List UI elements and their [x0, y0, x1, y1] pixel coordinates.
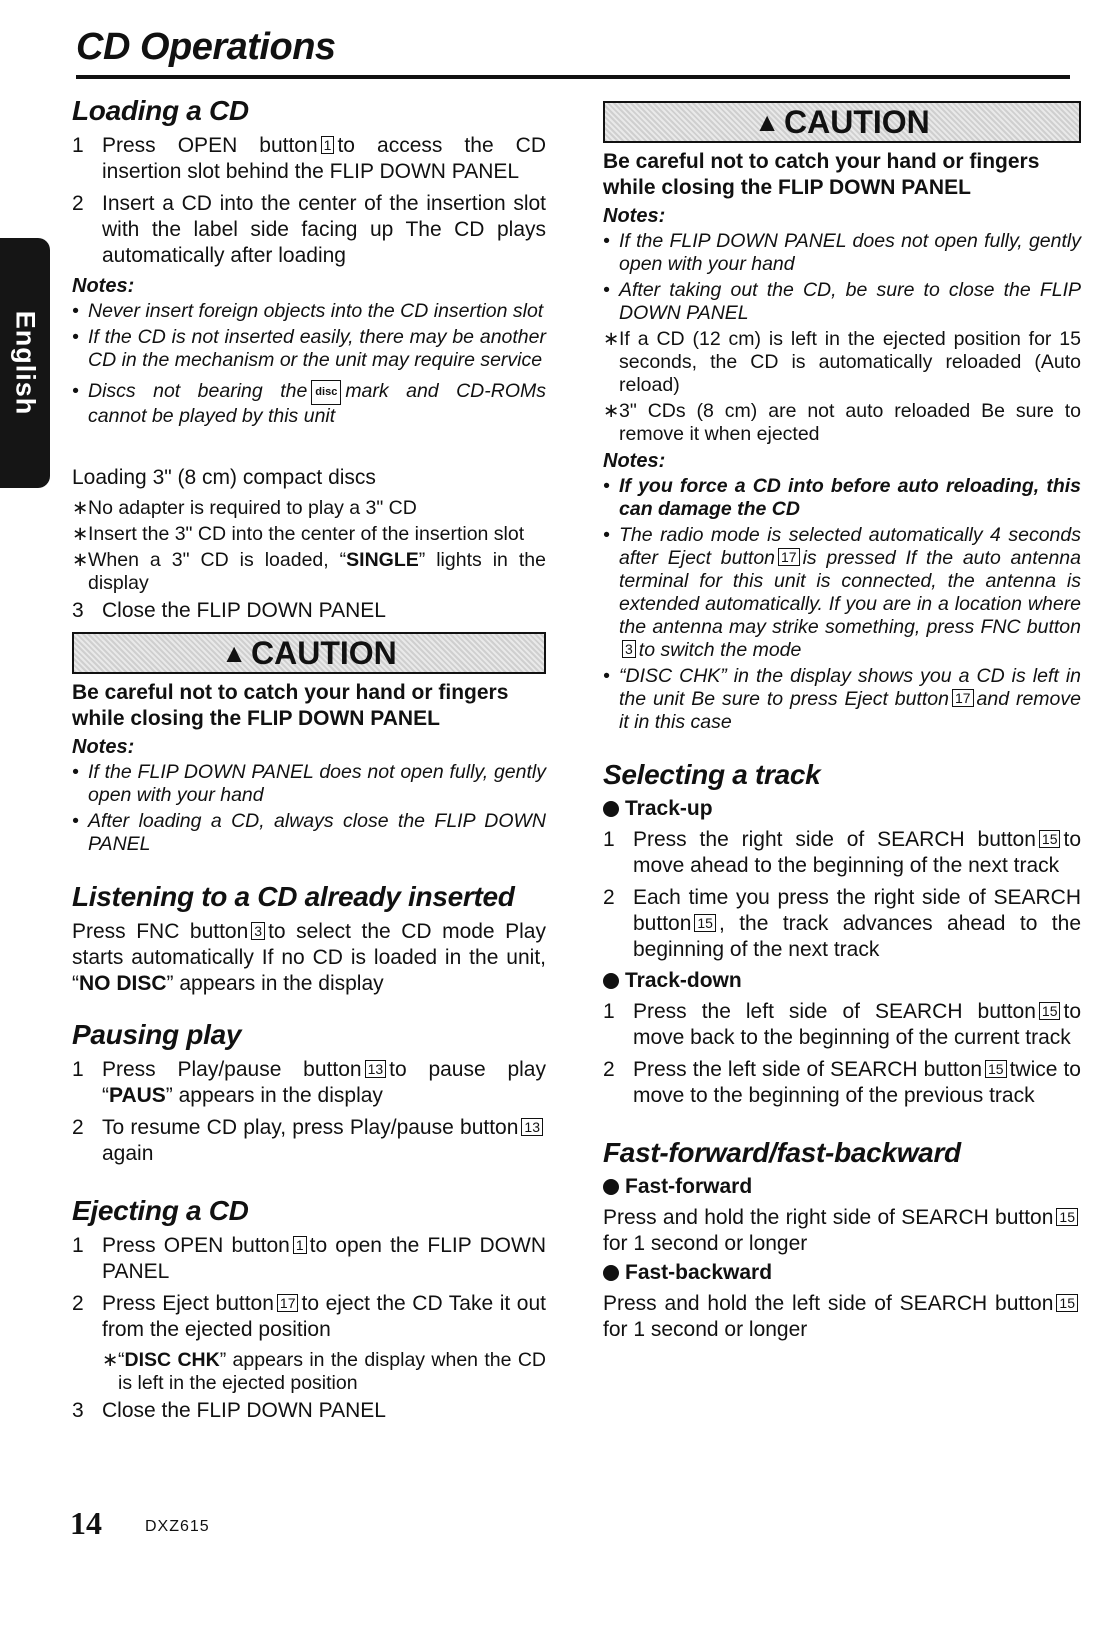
language-tab	[0, 238, 50, 488]
star-note: ∗ When a 3" CD is loaded, “SINGLE” lights in the display	[72, 549, 546, 594]
fast-forward-text: Press and hold the right side of SEARCH button 15for 1 second or longer	[603, 1205, 1081, 1257]
key-badge: 15	[694, 914, 716, 932]
bullet-icon	[603, 973, 619, 989]
loading-step-3: 3 Close the FLIP DOWN PANEL	[72, 599, 386, 622]
key-badge: 15	[1056, 1294, 1078, 1312]
fast-backward-label: Fast-backward	[603, 1261, 1081, 1285]
note: • If the FLIP DOWN PANEL does not open fully, gently open with your hand	[603, 230, 1081, 275]
star-note: ∗ If a CD (12 cm) is left in the ejected position for 15 seconds, the CD is automatically reloaded (Auto reload)	[603, 328, 1081, 396]
note: • “DISC CHK” in the display shows you a CD is left in the unit Be sure to press Eject button 17 and remove it in this case	[603, 665, 1081, 733]
track-down-step-2: 2 Press the left side of SEARCH button 15 twice to move to the beginning of the previous track	[603, 1058, 1081, 1107]
track-down-label: Track-down	[603, 969, 1081, 993]
bullet-icon	[603, 1179, 619, 1195]
warning-icon: ▲	[221, 637, 247, 668]
track-up-label: Track-up	[603, 797, 1081, 821]
ejecting-step-2: 2 Press Eject button 17 to eject the CD Take it out from the ejected position	[72, 1292, 547, 1341]
pausing-heading: Pausing play	[72, 1019, 242, 1050]
note: • If the FLIP DOWN PANEL does not open fully, gently open with your hand	[72, 761, 546, 806]
disc-note: • Discs not bearing the disc mark and CD-ROMs cannot be played by this unit	[72, 380, 546, 427]
ejecting-heading: Ejecting a CD	[72, 1195, 249, 1226]
model-number: DXZ615	[145, 1518, 210, 1535]
note: • After taking out the CD, be sure to close the FLIP DOWN PANEL	[603, 279, 1081, 324]
ejecting-step-3: 3 Close the FLIP DOWN PANEL	[72, 1399, 386, 1422]
key-badge: 15	[1039, 830, 1061, 848]
key-badge: 15	[1056, 1208, 1078, 1226]
loading-step-2: 2 Insert a CD into the center of the insertion slot with the label side facing up The CD plays automatically after loading	[72, 192, 546, 267]
key-badge: 1	[293, 1236, 307, 1254]
notes-label: Notes:	[603, 205, 666, 227]
track-up-step-1: 1 Press the right side of SEARCH button 15 to move ahead to the beginning of the next track	[603, 828, 1081, 877]
notes-label: Notes:	[603, 450, 666, 472]
pausing-step-2: 2 To resume CD play, press Play/pause button 13again	[72, 1115, 546, 1167]
star-note: ∗ Insert the 3" CD into the center of the insertion slot	[72, 523, 525, 545]
note: • If you force a CD into before auto reloading, this can damage the CD	[603, 475, 1081, 520]
page-title: CD Operations	[76, 26, 336, 68]
caution-banner: ▲ CAUTION	[72, 632, 546, 674]
caution-text: Be careful not to catch your hand or fingers while closing the FLIP DOWN PANEL	[72, 681, 509, 730]
loading-note: • If the CD is not inserted easily, there may be another CD in the mechanism or the unit may require service	[72, 326, 546, 371]
fast-heading: Fast-forward/fast-backward	[603, 1137, 961, 1168]
star-note: ∗ No adapter is required to play a 3" CD	[72, 497, 417, 519]
loading-heading: Loading a CD	[72, 95, 249, 126]
key-badge: 1	[321, 136, 335, 154]
key-badge: 15	[985, 1060, 1007, 1078]
key-badge: 3	[251, 922, 265, 940]
bullet-icon	[603, 801, 619, 817]
fast-forward-label: Fast-forward	[603, 1175, 1081, 1199]
warning-icon: ▲	[754, 106, 780, 137]
star-note: ∗ 3" CDs (8 cm) are not auto reloaded Be sure to remove it when ejected	[603, 400, 1081, 445]
title-rule	[76, 75, 1070, 79]
key-badge: 17	[778, 548, 800, 566]
key-badge: 13	[521, 1118, 543, 1136]
right-column	[603, 95, 1081, 1343]
note: • After loading a CD, always close the FLIP DOWN PANEL	[72, 810, 546, 855]
page-number: 14	[70, 1505, 102, 1541]
language-tab-label: English	[10, 310, 41, 416]
key-badge: 3	[622, 640, 636, 658]
key-badge: 15	[1039, 1002, 1061, 1020]
compact-disc-logo-icon: disc	[311, 380, 341, 405]
star-note: ∗ “DISC CHK” appears in the display when the CD is left in the ejected position	[102, 1349, 546, 1394]
caution-text: Be careful not to catch your hand or fingers while closing the FLIP DOWN PANEL	[603, 150, 1040, 199]
track-down-step-1: 1 Press the left side of SEARCH button 15 to move back to the beginning of the current track	[603, 1000, 1081, 1049]
key-badge: 17	[952, 689, 974, 707]
ejecting-step-1: 1 Press OPEN button 1 to open the FLIP DOWN PANEL	[72, 1234, 546, 1283]
sub-heading: Loading 3" (8 cm) compact discs	[72, 466, 376, 489]
pausing-step-1: 1 Press Play/pause button 13 to pause play “PAUS” appears in the display	[72, 1058, 546, 1107]
note: • The radio mode is selected automatically 4 seconds after Eject button 17 is pressed If the auto antenna terminal for this unit is connected, the antenna is extended automatically. If you are in a location where the antenna may strike something, press FNC button3 to switch the mode	[603, 524, 1081, 661]
loading-step-1: 1 Press OPEN button 1 to access the CD insertion slot behind the FLIP DOWN PANEL	[72, 134, 546, 183]
caution-banner: ▲ CAUTION	[603, 101, 1081, 143]
left-column	[72, 95, 546, 1430]
key-badge: 13	[365, 1060, 387, 1078]
notes-label: Notes:	[72, 736, 135, 758]
fast-backward-text: Press and hold the left side of SEARCH button 15for 1 second or longer	[603, 1291, 1081, 1343]
bullet-icon	[603, 1265, 619, 1281]
listening-text: Press FNC button 3 to select the CD mode Play starts automatically If no CD is loaded in the unit, “NO DISC” appears in the display	[72, 920, 546, 995]
notes-label: Notes:	[72, 275, 135, 297]
loading-note: • Never insert foreign objects into the CD insertion slot	[72, 300, 544, 322]
listening-heading: Listening to a CD already inserted	[72, 881, 515, 912]
track-up-step-2: 2 Each time you press the right side of SEARCH button 15 , the track advances ahead to the beginning of the next track	[603, 886, 1081, 961]
selecting-heading: Selecting a track	[603, 759, 821, 790]
key-badge: 17	[277, 1294, 299, 1312]
